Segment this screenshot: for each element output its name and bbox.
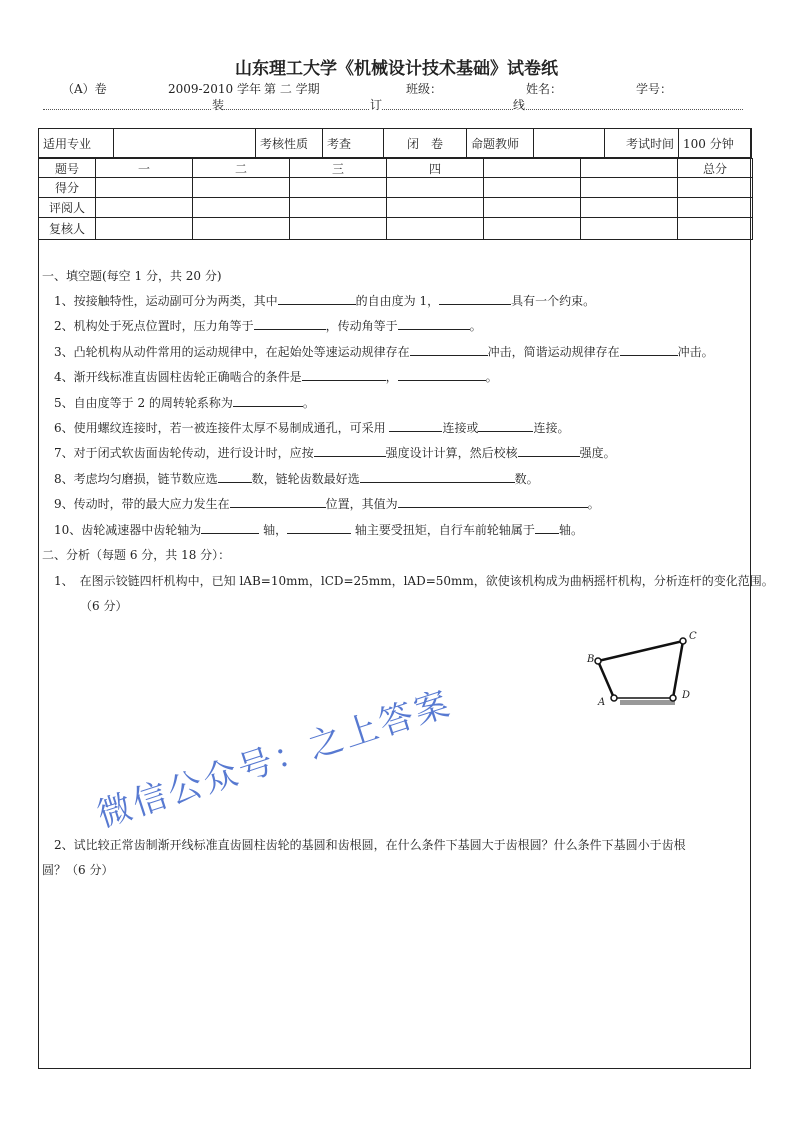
fill-in-question	[54, 470, 539, 487]
answer-blank[interactable]	[535, 522, 559, 534]
question-text: 4、渐开线标准直齿圆柱齿轮正确啮合的条件是	[54, 370, 302, 385]
fill-in-question	[54, 521, 583, 538]
answer-blank[interactable]	[518, 445, 580, 457]
question-text: ，	[385, 370, 398, 385]
name-label: 姓名：	[526, 82, 563, 96]
question-text: 强度设计计算，然后校核	[385, 446, 518, 461]
row-label: 评阅人	[39, 198, 96, 218]
question-text: 的自由度为 1，	[355, 294, 440, 308]
question-text: 数，链轮齿数最好选	[251, 471, 360, 486]
row-label: 复核人	[39, 218, 96, 240]
info-cell: 考查	[323, 129, 384, 158]
score-header: 四	[387, 159, 484, 178]
answer-blank[interactable]	[314, 445, 386, 457]
binding-mark: 装	[212, 98, 225, 112]
label-d: D	[682, 690, 691, 701]
binding-mark: 订	[370, 98, 383, 112]
exam-info-table	[38, 128, 752, 158]
joint-a	[611, 695, 617, 701]
score-header	[581, 159, 678, 178]
analysis-question-2: 2、试比较正常齿制渐开线标准直齿圆柱齿轮的基圆和齿根圆，在什么条件下基圆大于齿根圆？什么条件下基圆小于齿根	[54, 838, 686, 852]
analysis-question-1-score: （6 分）	[80, 599, 128, 613]
question-text: 具有一个约束。	[511, 294, 596, 308]
answer-blank[interactable]	[398, 369, 486, 381]
binding-mark: 线	[513, 98, 526, 112]
class-label: 班级：	[406, 82, 443, 96]
fill-in-question	[54, 368, 498, 385]
answer-blank[interactable]	[398, 496, 588, 508]
answer-blank[interactable]	[620, 344, 678, 356]
answer-blank[interactable]	[478, 420, 533, 432]
question-text: 。	[469, 319, 482, 334]
joint-d	[670, 695, 676, 701]
question-text: ，传动角等于	[325, 319, 398, 334]
question-text: 轴主要受扭矩，自行车前轮轴属于	[351, 522, 535, 537]
question-text: 数。	[514, 471, 539, 486]
joint-c	[680, 638, 686, 644]
answer-blank[interactable]	[201, 522, 259, 534]
answer-blank[interactable]	[302, 369, 386, 381]
watermark: 微信公众号：之上答案	[92, 683, 457, 836]
question-text: 2、机构处于死点位置时，压力角等于	[54, 319, 254, 334]
fill-in-question	[54, 317, 482, 334]
question-text: 连接。	[533, 421, 570, 435]
info-cell: 考试时间	[605, 129, 679, 158]
binding-line	[43, 99, 743, 110]
linkage-bars	[598, 641, 683, 698]
school-year: 2009-2010 学年	[168, 82, 261, 96]
answer-blank[interactable]	[230, 496, 326, 508]
question-text: 。	[485, 370, 498, 385]
info-cell: 闭 卷	[384, 129, 467, 158]
info-cell: 100 分钟	[679, 129, 752, 158]
section1-title: 一、填空题(每空 1 分，共 20 分)	[42, 269, 222, 283]
fill-in-question	[54, 292, 595, 309]
fill-in-question	[54, 495, 600, 512]
question-text: 5、自由度等于 2 的周转轮系称为	[54, 395, 233, 410]
term: 第 二 学期	[264, 82, 320, 96]
info-cell: 考核性质	[256, 129, 323, 158]
score-header: 总分	[678, 159, 753, 178]
answer-blank[interactable]	[218, 471, 252, 483]
score-header: 三	[290, 159, 387, 178]
answer-blank[interactable]	[389, 420, 442, 432]
question-text: 9、传动时，带的最大应力发生在	[54, 497, 230, 512]
answer-blank[interactable]	[360, 471, 515, 483]
student-id-label: 学号：	[636, 82, 673, 96]
info-cell: 命题教师	[467, 129, 534, 158]
section2-title: 二、分析（每题 6 分，共 18 分）：	[42, 548, 231, 562]
fill-in-question	[54, 394, 315, 411]
page-title: 山东理工大学《机械设计技术基础》试卷纸	[235, 59, 558, 79]
score-table	[38, 158, 753, 240]
info-cell	[534, 129, 605, 158]
label-c: C	[689, 631, 697, 642]
analysis-question-2-cont: 圆？（6 分）	[42, 863, 114, 877]
fill-in-question	[54, 444, 616, 461]
info-cell: 适用专业	[39, 129, 114, 158]
fill-in-question	[54, 419, 569, 436]
ground-hatch	[620, 700, 675, 705]
question-text: 1、按接触特性，运动副可分为两类，其中	[54, 294, 278, 308]
fill-in-question	[54, 343, 714, 360]
paper-version: （A）卷	[62, 82, 107, 96]
label-a: A	[598, 697, 606, 708]
answer-blank[interactable]	[398, 318, 470, 330]
question-text: 冲击。	[677, 344, 714, 359]
label-b: B	[587, 654, 595, 665]
question-text: 。	[302, 395, 315, 410]
answer-blank[interactable]	[278, 293, 356, 305]
question-text: 10、齿轮减速器中齿轮轴为	[54, 522, 202, 537]
score-header	[484, 159, 581, 178]
score-header: 一	[96, 159, 193, 178]
question-text: 轴，	[259, 522, 288, 537]
question-text: 6、使用螺纹连接时，若一被连接件太厚不易制成通孔，可采用	[54, 421, 390, 435]
question-text: 3、凸轮机构从动件常用的运动规律中，在起始处等速运动规律存在	[54, 344, 410, 359]
question-text: 冲击，简谐运动规律存在	[487, 344, 620, 359]
question-text: 强度。	[579, 446, 616, 461]
analysis-question-1: 1、 在图示铰链四杆机构中，已知 lAB=10mm，lCD=25mm，lAD=50mm，欲使该机构成为曲柄摇杆机构，分析连杆的变化范围。	[54, 574, 774, 588]
info-cell	[114, 129, 256, 158]
question-text: 轴。	[558, 522, 583, 537]
answer-blank[interactable]	[410, 344, 488, 356]
score-header: 二	[193, 159, 290, 178]
question-text: 位置，其值为	[325, 497, 398, 512]
answer-blank[interactable]	[287, 522, 351, 534]
row-label: 得分	[39, 178, 96, 198]
joint-b	[595, 658, 601, 664]
answer-blank[interactable]	[439, 293, 511, 305]
score-header: 题号	[39, 159, 96, 178]
answer-blank[interactable]	[254, 318, 326, 330]
question-text: 。	[587, 497, 600, 512]
question-text: 连接或	[442, 421, 479, 435]
question-text: 8、考虑均匀磨损，链节数应选	[54, 471, 218, 486]
question-text: 7、对于闭式软齿面齿轮传动，进行设计时，应按	[54, 446, 314, 461]
answer-blank[interactable]	[233, 395, 303, 407]
